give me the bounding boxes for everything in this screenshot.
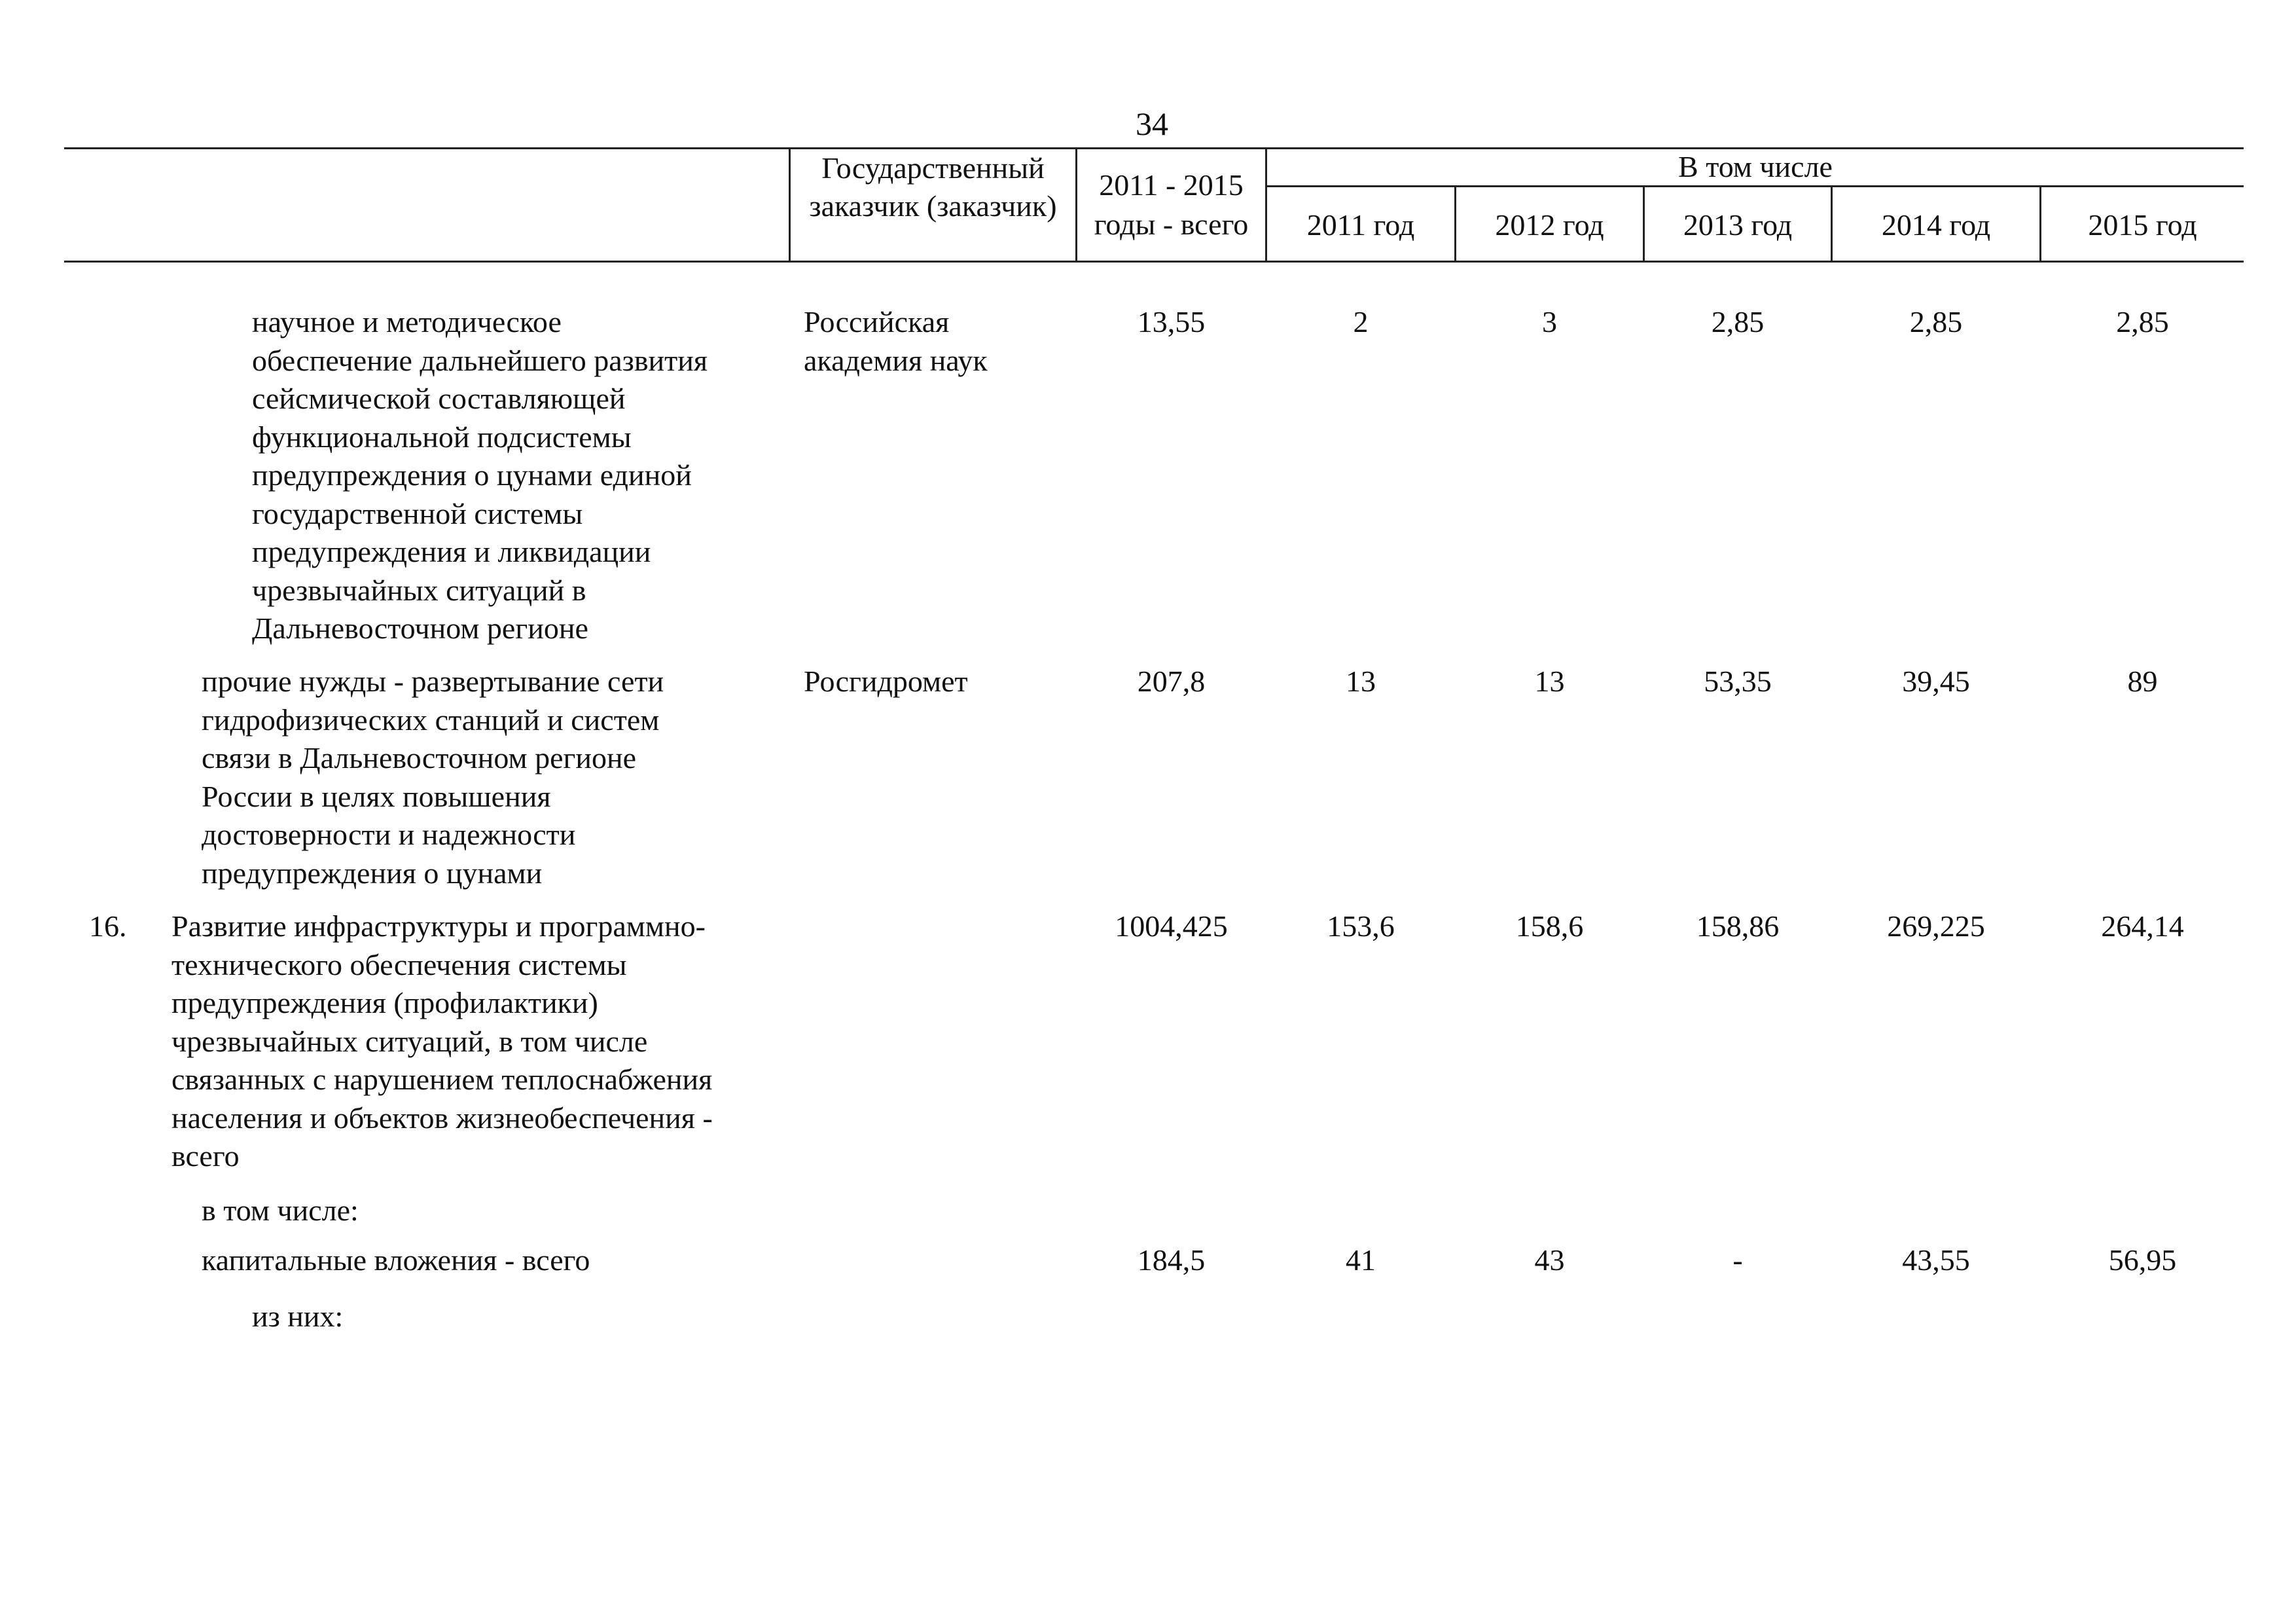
row-total: 1004,425 (1115, 909, 1228, 943)
page-number: 34 (1136, 105, 1168, 142)
row-value-2013: - (1732, 1243, 1743, 1277)
row-description: из них: (252, 1300, 344, 1333)
row-description: капитальные вложения - всего (202, 1243, 590, 1277)
row-value-2011: 153,6 (1327, 909, 1395, 943)
row-value-2012: 43 (1534, 1243, 1565, 1277)
row-description: в том числе: (202, 1194, 359, 1227)
row-description: Развитие инфраструктуры и программно- технического обеспечения системы предупреждения (профилактики) чрезвычайных ситуаций, в том числе связанных с нарушением теплоснабжения населения и объектов жизнеобеспечения - всего (171, 909, 713, 1173)
row-value-2015: 89 (2127, 665, 2158, 698)
row-customer: Российская академия наук (804, 305, 988, 377)
row-value-2015: 264,14 (2101, 909, 2184, 943)
header-including: В том числе (1678, 150, 1833, 183)
header-bottom-rule (64, 261, 2244, 263)
header-year-2012: 2012 год (1495, 208, 1604, 242)
row-value-2014: 2,85 (1909, 305, 1963, 338)
row-value-2011: 41 (1346, 1243, 1376, 1277)
row-value-2013: 53,35 (1704, 665, 1772, 698)
row-value-2012: 3 (1542, 305, 1557, 338)
row-total: 207,8 (1137, 665, 1206, 698)
header-year-2013: 2013 год (1683, 208, 1793, 242)
row-description: прочие нужды - развертывание сети гидрофизических станций и систем связи в Дальневосточном регионе России в целях повышения достоверности и надежности предупреждения о цунами (202, 665, 664, 890)
row-number: 16. (89, 909, 127, 943)
header-total: 2011 - 2015 годы - всего (1094, 168, 1249, 241)
row-value-2013: 2,85 (1711, 305, 1765, 338)
header-customer: Государственный заказчик (заказчик) (809, 151, 1057, 223)
row-customer: Росгидромет (804, 665, 968, 698)
row-value-2011: 2 (1353, 305, 1369, 338)
row-value-2011: 13 (1346, 665, 1376, 698)
header-year-2014: 2014 год (1881, 208, 1991, 242)
row-description: научное и методическое обеспечение дальнейшего развития сейсмической составляющей функциональной подсистемы предупреждения о цунами единой государственной системы предупреждения и ликвидации чрезвычайных ситуаций в Дальневосточном регионе (252, 305, 708, 645)
row-value-2014: 43,55 (1902, 1243, 1970, 1277)
row-value-2014: 269,225 (1887, 909, 1985, 943)
row-total: 13,55 (1137, 305, 1206, 338)
row-value-2013: 158,86 (1696, 909, 1780, 943)
row-value-2015: 2,85 (2116, 305, 2169, 338)
row-value-2012: 13 (1534, 665, 1565, 698)
header-year-2015: 2015 год (2088, 208, 2197, 242)
header-year-2011: 2011 год (1306, 208, 1415, 242)
row-total: 184,5 (1137, 1243, 1206, 1277)
row-value-2012: 158,6 (1515, 909, 1584, 943)
row-value-2014: 39,45 (1902, 665, 1970, 698)
row-value-2015: 56,95 (2108, 1243, 2177, 1277)
